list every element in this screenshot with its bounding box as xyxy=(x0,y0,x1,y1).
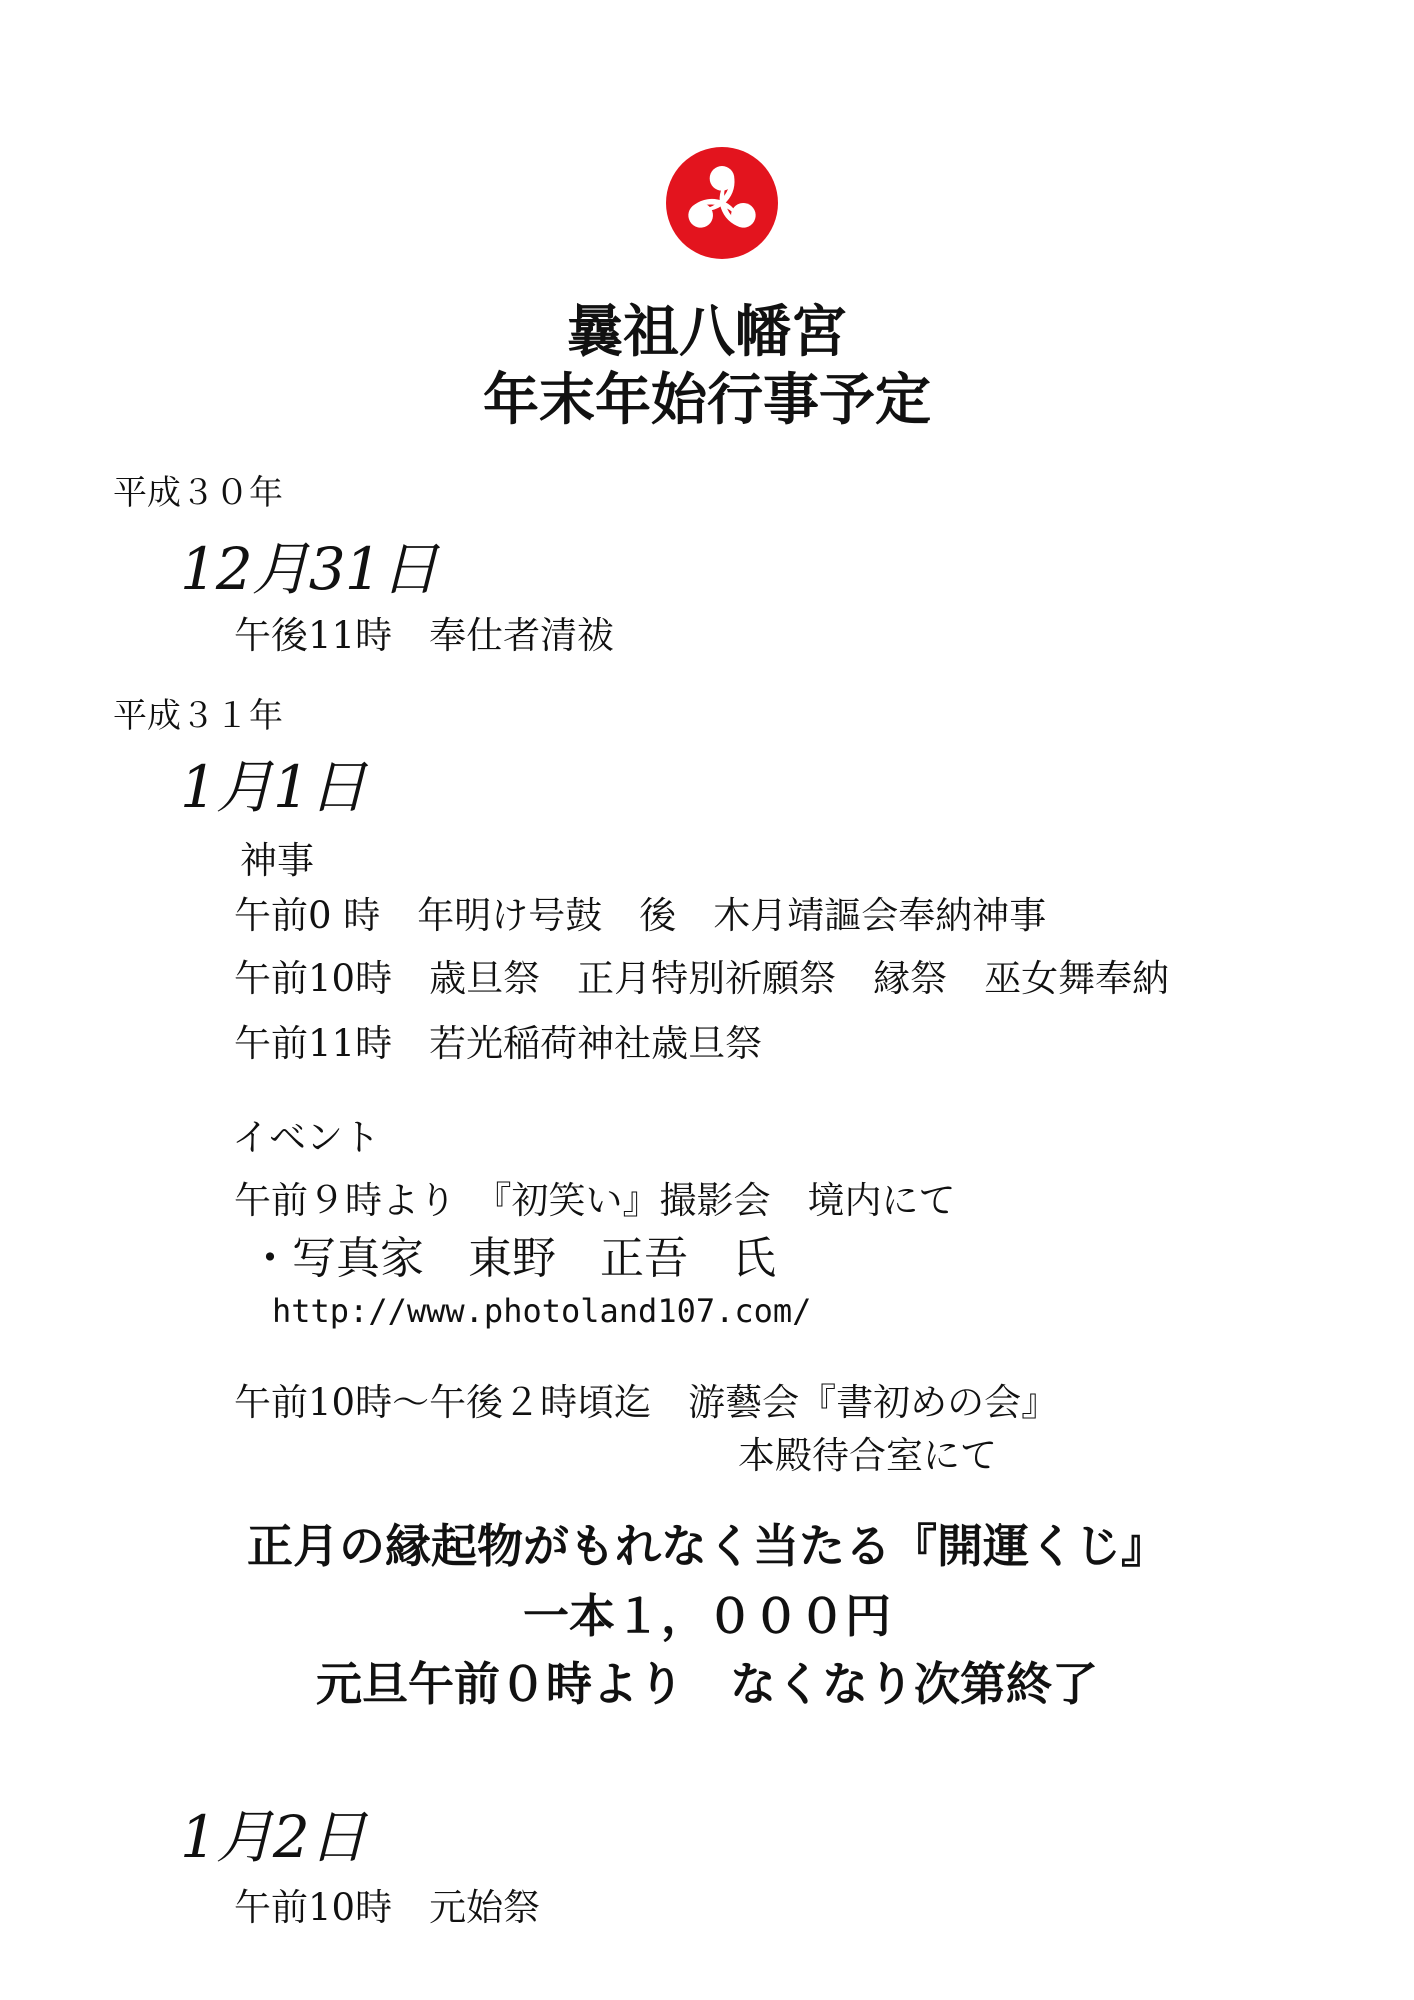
shinji-heading: 神事 xyxy=(240,839,314,882)
date-jan-1: 1月1日 xyxy=(180,753,366,821)
shrine-name: 曩祖八幡宮 xyxy=(567,299,847,365)
era-year-30: 平成３０年 xyxy=(113,473,283,513)
photo-event-line: 午前９時より 『初笑い』撮影会 境内にて xyxy=(234,1179,956,1222)
date-jan-2: 1月2日 xyxy=(180,1803,366,1871)
event-heading: イベント xyxy=(232,1116,380,1159)
page-title: 年末年始行事予定 xyxy=(483,367,931,433)
photographer-name: ・写真家 東野 正吾 氏 xyxy=(248,1233,776,1284)
photographer-url[interactable]: http://www.photoland107.com/ xyxy=(272,1292,812,1330)
calligraphy-line: 午前10時～午後２時頃迄 游藝会『書初めの会』 xyxy=(234,1381,1059,1424)
shinji-line: 午前0 時 年明け号鼓 後 木月靖謳会奉納神事 xyxy=(234,894,1047,937)
date-dec-31: 12月31日 xyxy=(180,535,438,603)
shinji-line: 午前10時 歳旦祭 正月特別祈願祭 縁祭 巫女舞奉納 xyxy=(234,957,1170,1000)
era-year-31: 平成３１年 xyxy=(113,696,283,736)
lottery-period: 元旦午前０時より なくなり次第終了 xyxy=(316,1657,1098,1711)
calligraphy-place: 本殿待合室にて xyxy=(738,1434,997,1477)
shinji-line: 午前11時 若光稲荷神社歳旦祭 xyxy=(234,1022,763,1065)
lottery-headline: 正月の縁起物がもれなく当たる『開運くじ』 xyxy=(247,1519,1167,1573)
mitsudomoe-emblem xyxy=(666,147,778,259)
lottery-price: 一本１，０００円 xyxy=(523,1589,891,1643)
event-line: 午後11時 奉仕者清祓 xyxy=(234,614,615,657)
event-line: 午前10時 元始祭 xyxy=(234,1886,541,1929)
